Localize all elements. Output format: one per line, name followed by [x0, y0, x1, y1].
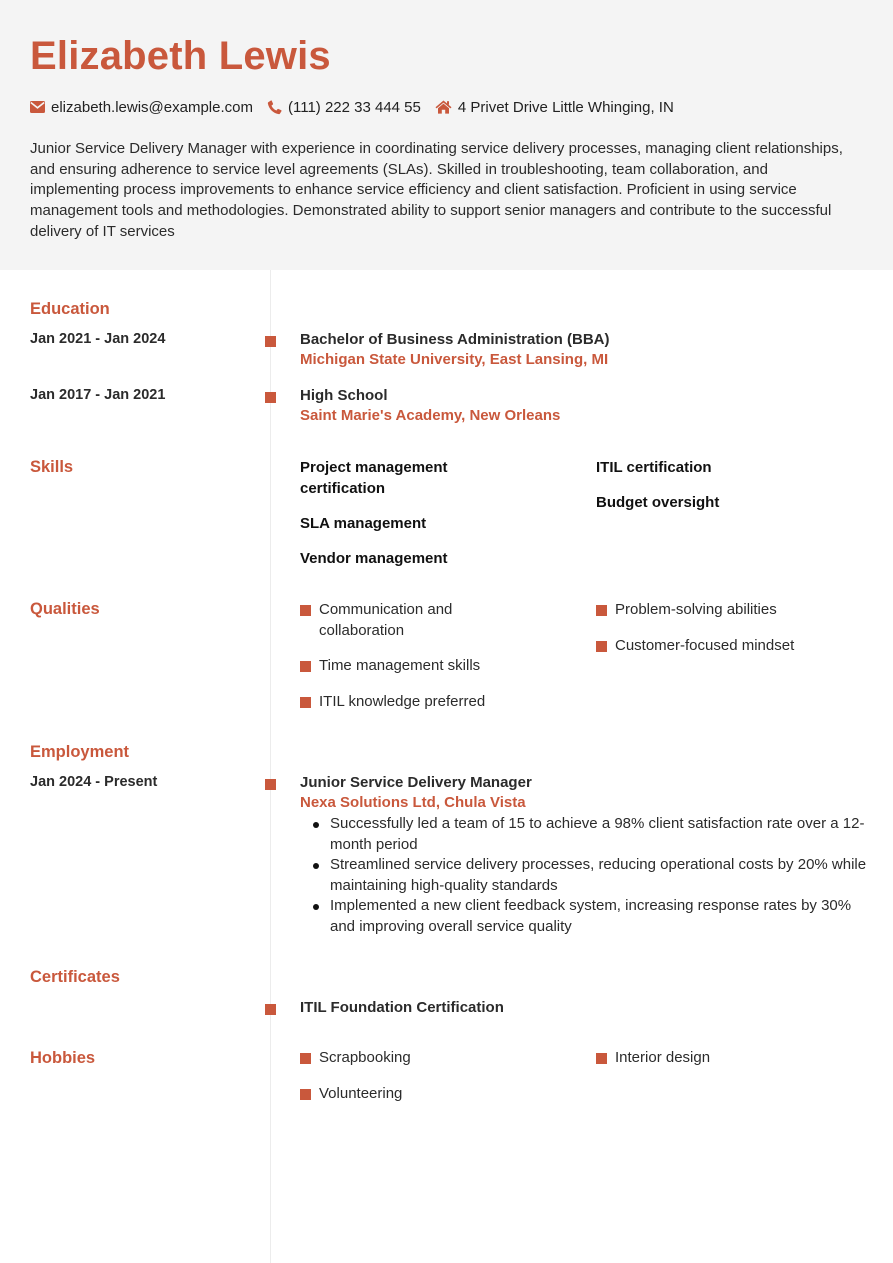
- square-bullet-icon: [596, 641, 607, 652]
- section-title-employment: Employment: [30, 743, 130, 761]
- quality-text: ITIL knowledge preferred: [319, 693, 486, 710]
- square-bullet-icon: [300, 1053, 311, 1064]
- timeline-marker: [265, 779, 276, 790]
- square-bullet-icon: [300, 1089, 311, 1100]
- quality-item: [596, 600, 815, 621]
- skill-item: Budget oversight: [596, 494, 720, 511]
- quality-item: [300, 600, 499, 641]
- timeline-divider: [270, 270, 271, 1263]
- bullet-dot-icon: [300, 896, 330, 937]
- square-bullet-icon: [300, 661, 311, 672]
- education-dates: Jan 2021 - Jan 2024: [30, 331, 166, 347]
- contact-address: [435, 99, 674, 116]
- employment-dates: Jan 2024 - Present: [30, 774, 158, 790]
- hobby-item: [300, 1048, 519, 1069]
- phone-icon: [267, 100, 282, 115]
- contact-email: [30, 99, 253, 116]
- section-title-certificates: Certificates: [30, 968, 120, 986]
- skill-item: ITIL certification: [596, 459, 712, 476]
- timeline-marker: [265, 336, 276, 347]
- school-name: Michigan State University, East Lansing, MI: [300, 351, 609, 368]
- achievement-item: [300, 896, 870, 937]
- quality-text: Communication and collaboration: [319, 601, 453, 639]
- section-title-hobbies: Hobbies: [30, 1049, 96, 1067]
- hobby-text: Interior design: [615, 1049, 711, 1066]
- phone-text[interactable]: (111) 222 33 444 55: [287, 98, 421, 116]
- hobby-item: [300, 1084, 519, 1105]
- quality-item: [596, 636, 815, 657]
- square-bullet-icon: [596, 605, 607, 616]
- school-name: Saint Marie's Academy, New Orleans: [300, 407, 561, 424]
- bullet-dot-icon: [300, 855, 330, 896]
- achievement-item: [300, 814, 870, 855]
- quality-item: [300, 692, 519, 713]
- section-title-education: Education: [30, 300, 110, 318]
- achievement-item: [300, 855, 870, 896]
- quality-text: Time management skills: [319, 657, 481, 674]
- degree-title: High School: [300, 387, 388, 404]
- square-bullet-icon: [300, 697, 311, 708]
- square-bullet-icon: [596, 1053, 607, 1064]
- skill-item: Project management certification: [300, 459, 448, 497]
- degree-title: Bachelor of Business Administration (BBA): [300, 331, 610, 348]
- candidate-name: Elizabeth Lewis: [30, 34, 331, 78]
- email-text[interactable]: elizabeth.lewis@example.com: [51, 98, 253, 116]
- quality-text: Customer-focused mindset: [615, 637, 795, 654]
- section-title-skills: Skills: [30, 458, 74, 476]
- job-achievements: [300, 814, 870, 938]
- achievement-text: Successfully led a team of 15 to achieve a 98% client satisfaction rate over a 12-month period: [330, 815, 865, 853]
- hobby-text: Scrapbooking: [319, 1049, 411, 1066]
- professional-summary: Junior Service Delivery Manager with experience in coordinating service delivery processes, managing client relationships, and ensuring adherence to service level agreements (SLAs). Skilled in troubleshooting, team collaboration, and implementing process improvements to enhance service efficiency and client satisfaction. Proficient in using service management tools and methodologies. Demonstrated ability to support senior managers and contribute to the successful delivery of IT services: [30, 140, 843, 240]
- square-bullet-icon: [300, 605, 311, 616]
- hobby-text: Volunteering: [319, 1085, 403, 1102]
- skill-item: SLA management: [300, 515, 427, 532]
- job-title: Junior Service Delivery Manager: [300, 774, 532, 791]
- resume-header: [0, 0, 893, 270]
- home-icon: [435, 100, 452, 115]
- company-name: Nexa Solutions Ltd, Chula Vista: [300, 794, 526, 811]
- skill-item: Vendor management: [300, 550, 448, 567]
- address-text: 4 Privet Drive Little Whinging, IN: [457, 98, 674, 116]
- quality-item: [300, 656, 519, 677]
- envelope-icon: [30, 100, 45, 115]
- contact-info: [30, 97, 863, 117]
- education-dates: Jan 2017 - Jan 2021: [30, 387, 166, 403]
- bullet-dot-icon: [300, 814, 330, 855]
- contact-phone: [267, 99, 421, 116]
- hobby-item: [596, 1048, 815, 1069]
- timeline-marker: [265, 1004, 276, 1015]
- quality-text: Problem-solving abilities: [615, 601, 777, 618]
- section-title-qualities: Qualities: [30, 600, 100, 618]
- timeline-marker: [265, 392, 276, 403]
- achievement-text: Streamlined service delivery processes, reducing operational costs by 20% while maintaining high-quality standards: [330, 856, 867, 894]
- achievement-text: Implemented a new client feedback system, increasing response rates by 30% and improving overall service quality: [330, 897, 852, 935]
- certificate-name: ITIL Foundation Certification: [300, 999, 504, 1016]
